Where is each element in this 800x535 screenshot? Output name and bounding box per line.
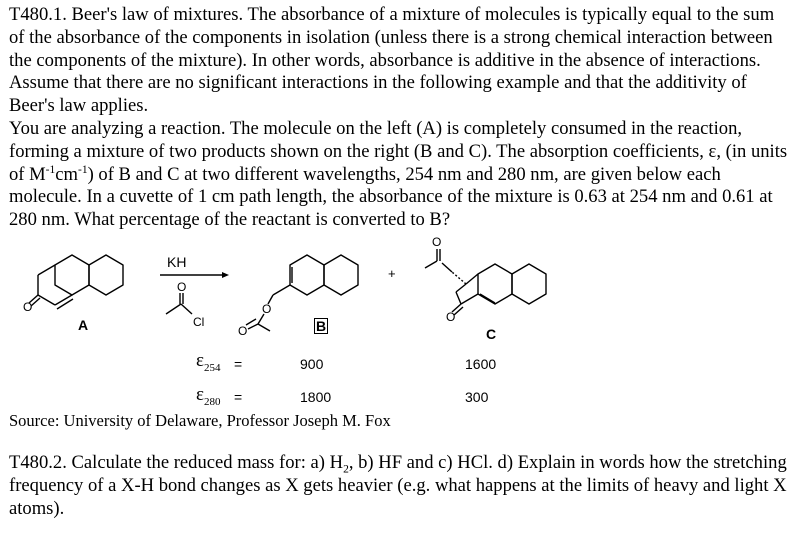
epsilon-symbol: ε — [196, 350, 204, 371]
epsilon-280-label — [196, 384, 220, 406]
problem-2-text-b: , b) HF and c) HCl. d) Explain in words how the stretching frequency of a X-H bond changes as X gets heavier (e.g. what happens at the limits of heavy and light X atoms). — [9, 452, 787, 519]
arrow-head — [222, 272, 229, 278]
unit-exponent-2: -1 — [77, 163, 88, 176]
molecule-a-label: A — [78, 317, 89, 333]
epsilon-280-subscript: 280 — [203, 395, 221, 408]
problem-2-id: T480.2. — [9, 452, 67, 473]
source-citation: Source: University of Delaware, Professor Joseph M. Fox — [9, 411, 391, 430]
problem-1-body-b: ) of B and C at two different wavelengths, 254 nm and 280 nm, are given below each molecule. In a cuvette of 1 cm path length, the absorbance of the mixture is 0.63 at 254 nm and 0.61 at 280 nm. What percentage of the reactant is converted to B? — [9, 163, 773, 231]
molecule-b-structure — [246, 255, 358, 331]
atom-o-c-ring: O — [446, 310, 456, 324]
problem-1-intro: The absorbance of a mixture of molecules is typically equal to the sum of the absorbance of the components in isolation (unless there is a strong chemical interaction between the components of the mixture). In other words, absorbance is additive in the absence of interactions. Assume that there are no significant interactions in the following example and that the additivity of Beer's law applies. — [9, 4, 775, 117]
molecule-c-structure — [425, 249, 546, 315]
problem-1-title: Beer's law of mixtures. — [71, 4, 244, 25]
atom-o-a: O — [23, 300, 33, 314]
reagent-label: KH — [167, 254, 187, 270]
problem-2-text — [9, 452, 794, 520]
equals-280: = — [234, 389, 243, 405]
atom-o-b-ether: O — [262, 302, 272, 316]
c-epsilon-280-value: 300 — [465, 389, 489, 405]
atom-o-b-carbonyl: O — [238, 324, 248, 338]
epsilon-254-label — [196, 350, 220, 372]
problem-1-id: T480.1. — [9, 4, 67, 25]
atom-cl-reagent: Cl — [193, 315, 205, 329]
epsilon-symbol: ε — [196, 384, 204, 405]
atom-o-c-acetyl: O — [432, 235, 442, 249]
problem-2-text-a: Calculate the reduced mass for: a) H — [71, 452, 344, 473]
b-epsilon-254-value: 900 — [300, 356, 324, 372]
problem-1-body-a: You are analyzing a reaction. The molecule on the left (A) is completely consumed in the reaction, forming a mixture of two products shown on the right (B and C). The absorption coefficients, ε, (in units of M — [9, 117, 788, 185]
c-epsilon-254-value: 1600 — [465, 356, 497, 372]
molecule-b-label: B — [316, 318, 327, 334]
h2-subscript: 2 — [343, 463, 349, 476]
b-epsilon-280-value: 1800 — [300, 389, 332, 405]
reagent-structure — [166, 293, 192, 314]
plus-sign: + — [388, 266, 396, 281]
epsilon-254-subscript: 254 — [203, 361, 221, 374]
molecule-c-label: C — [486, 326, 497, 342]
molecule-a-structure — [29, 255, 123, 309]
unit-cm: cm — [55, 163, 78, 185]
equals-254: = — [234, 356, 243, 372]
atom-o-reagent: O — [177, 280, 187, 294]
reaction-scheme — [0, 232, 800, 412]
problem-1-text — [9, 4, 794, 232]
unit-exponent-1: -1 — [45, 163, 56, 176]
